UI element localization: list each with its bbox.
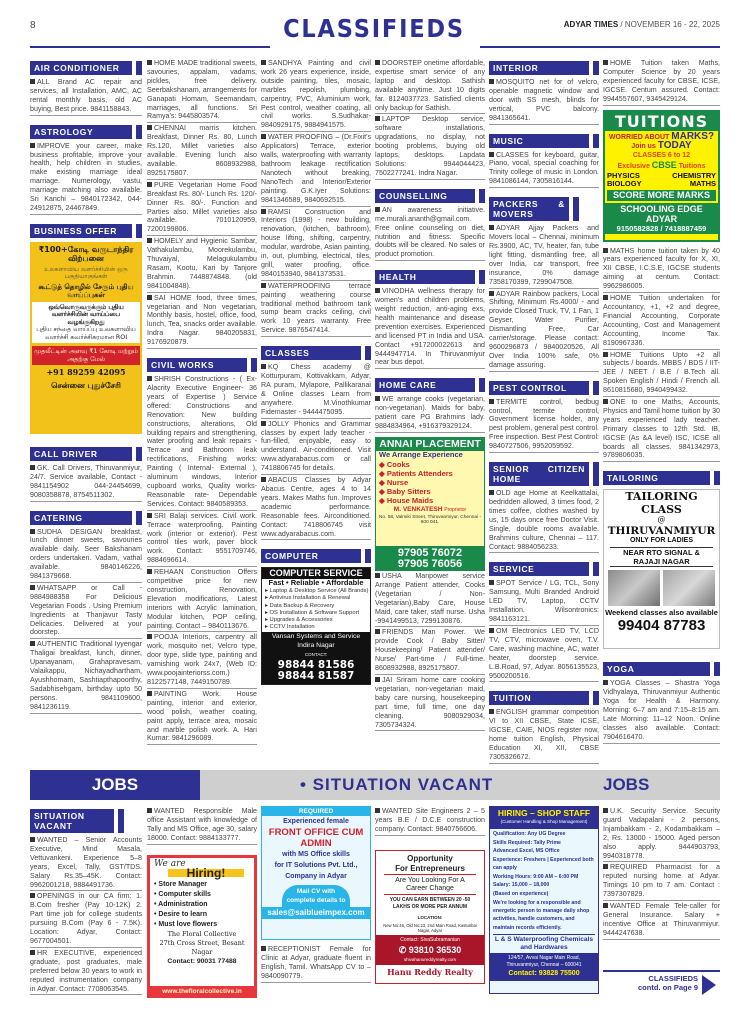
page-title: CLASSIFIEDS	[283, 14, 465, 43]
bullet-icon	[375, 629, 380, 634]
classified-ad	[261, 58, 371, 132]
section-business-offer: BUSINESS OFFER	[30, 224, 132, 238]
bullet-icon	[261, 283, 266, 288]
front-office-ad: REQUIRED Experienced female FRONT OFFICE CUM ADMIN with MS Office skills for IT Solutions Pvt. Ltd., Company in Adyar Mail CV with complete details to sales@saiblueimpex.com	[261, 806, 371, 940]
jobs-banner-left: JOBS	[30, 770, 200, 800]
floral-hiring-ad: We are Hiring! • Store Manager • Computer skills • Administration • Desire to learn • Must love flowers The Floral Collective 27th Cross Street, Besant Nagar Contact: 90031 77488	[147, 855, 257, 989]
page-number: 8	[30, 20, 36, 31]
ad-text: AUTHENTIC Traditional Iyyengar Thaligai breakfast, lunch, dinner, Upanayanam, Grahapravesam, Valaikappu, Nichayadhartham, Ayushhomam, Sashtiapthapoorthy, Sadabhisehgam, birthday upto 50 persons. 9841109600, 9841236119.	[30, 640, 142, 711]
ad-text: PAINTING Work. House painting, interior and exterior, wood polish, weather coating, paint apply, terrace area, mosaic and marble polish work. A. Hari Kumar: 9841296089.	[147, 689, 257, 743]
tailoring-ad: TAILORING CLASS @ THIRUVANMIYUR ONLY FOR LADIES NEAR RTO SIGNAL & RAJAJI NAGAR Weekend classes also available 99404 87783	[603, 489, 720, 649]
bullet-icon	[603, 352, 608, 357]
classified-ad	[147, 374, 257, 511]
jobs-column-1	[30, 806, 142, 995]
classified-ad	[489, 77, 599, 125]
ad-text: HOME Tuition taken Maths, Computer Science by 20 years experienced faculty for CBSE, ICSE, IGCSE. Centum assured. Contact: 9944557607, 9345429124.	[603, 59, 720, 103]
floral-job-item: • Computer skills	[154, 891, 211, 899]
annai-service-item: ◆ Nurse	[379, 477, 409, 487]
classified-ad	[603, 806, 720, 862]
bullet-icon	[375, 116, 380, 121]
bullet-icon	[603, 399, 608, 404]
hanu-reddy-logo: Hanu Reddy Realty	[387, 967, 473, 978]
classified-ad	[375, 627, 485, 675]
tuitions-ad: TUITIONS WORRIED ABOUT MARKS? Join us TODAY CLASSES 6 to 12 Exclusive CBSE Tuitions PHYSICS CHEMISTRY BIOLOGY MATHS SCORE MORE MARKS SCHOOLING EDGE ADYAR 9150582828 / 7418887459	[603, 110, 720, 242]
business-offer-ad: ₹100+கோடி வருடாந்திர விற்பனை உலகளாவிய வளர்ச்சியின் ஒரு பகுதியாகுங்கள் கூட்டுத் தொழில் சேரும் புதிய வாய்ப்புகள் ஒவ்வொருவருக்கும் புதிய வளர்ச்சியின் வாய்ப்பை வழங்குகிறது புதிய சந்தை வாய்ப்பு உலகளாவிய வளர்ச்சி கவர்ச்சிகரமான ROI முதலீட்டின் அளவு ₹1 கோடி மற்றும் அதற்கு மேல் +91 89259 42095 சென்னை புதுச்சேரி	[30, 242, 142, 434]
bullet-icon	[489, 79, 494, 84]
column-4	[375, 58, 485, 731]
ad-text: OPENINGS in our CA firm: 1. B.Com fresher (Pay 10-12K) 2. Part time job for college students pursuing B.Com (Pay 6 - 7.5K). Location: Adyar, Contact: 9677004501.	[30, 892, 142, 945]
column-3	[261, 58, 371, 689]
ad-text: WANTED Responsible Male office Assistant with knowledge of Tally and MS Office, age 30, salary 18000. Contact: 9884133777.	[147, 807, 257, 842]
bullet-icon	[30, 79, 35, 84]
classified-ad	[603, 901, 720, 940]
column-6	[603, 58, 720, 744]
bullet-icon	[603, 248, 608, 253]
bullet-icon	[147, 569, 152, 574]
bullet-icon	[603, 903, 608, 908]
annai-placement-ad: ANNAI PLACEMENT We Arrange Experience ◆ Cooks ◆ Patients Attenders ◆ Nurse ◆ Baby Sitters ◆ House Maids M. VENKATESH Proprietor No. 58, Valmiki Street, Thiruvanmiyur, Chennai - 600 041.	[375, 437, 485, 547]
classified-ad	[375, 58, 485, 114]
bullet-icon	[603, 680, 608, 685]
floral-job-item: • Must love flowers	[154, 921, 218, 929]
publication-name: ADYAR TIMES	[563, 20, 619, 29]
bullet-icon	[375, 573, 380, 578]
classified-ad	[489, 707, 599, 763]
annai-service-item: ◆ Patients Attenders	[379, 468, 453, 478]
bullet-icon	[261, 134, 266, 139]
section-air-conditioner: AIR CONDITIONER	[30, 61, 132, 75]
continued-notice[interactable]: CLASSIFIEDS contd. on Page 9	[603, 970, 720, 996]
ad-text: RAMSI Construction and Interiors (1998) - new building, renovation, (kitchen, bathroom), house lifting, shifting, carpentry, modular, wardrobe, Asian painting, in, out, plumbing, electrical, tiles, grill, water proofing, office. 9840153940, 9841373531.	[261, 207, 371, 278]
classified-ad	[489, 488, 599, 553]
bullet-icon	[261, 946, 266, 951]
ad-text: SANDHYA Painting and civil work 26 years experience, inside, outside painting, tiles, mosaic, marbles repolish, plumbing, carpentry, PVC, Aluminium work, Pest control, weather coating, all civil works. S.Sudhakar- 9840929175, 9884941575.	[261, 59, 371, 130]
ad-text: MATHS home tuition taken by 40 years experienced faculty for X, XI, XII CBSE, I.C.S.E, IGCSE students aiming at centum. Contact: 9962986005.	[603, 246, 720, 291]
classified-ad	[489, 397, 599, 453]
classified-ad	[30, 639, 142, 713]
jobs-column-3	[261, 806, 371, 983]
bullet-icon: •	[154, 911, 159, 919]
bullet-icon	[147, 295, 152, 300]
classified-ad	[489, 626, 599, 682]
ad-text: AN awareness initiative. me.murali.ananth@gmail.com. Free online counseling on diet, nutrition and fitness. Specific doubts will be cleared. No sales or product promotion.	[375, 205, 485, 259]
tailoring-photo	[608, 570, 660, 606]
ad-text: GK. Call Drivers, Thiruvanmiyur, 24/7. Service available, Contact - 9841154902 044-24454699, 9080358878, 8754511302.	[30, 463, 142, 499]
business-offer-phone: +91 89259 42095	[46, 367, 126, 378]
ad-text: HR EXECUTIVE, experienced graduate, post graduates, male preferred below 30 years to work in reputed instrumentation company in Adyar. Contact: 7708063545.	[30, 948, 142, 993]
ad-text: KQ Chess academy @ Kotturpuram, Kottivakkam, Adyar, RA puram, Mylapore, Pallikaranai & Online classes Learn from anywhere. M.Vinothkumar Fidemaster - 9444475095.	[261, 363, 371, 416]
header-rule-left	[30, 46, 270, 48]
bullet-icon	[30, 641, 35, 646]
ad-text: YOGA Classes – Shastra Yoga Vidhyalaya, Thiruvanmiyur Authentic Yoga for Health & Harmony. Morning: 6–7 am and 7:15–8:15 am. Late Morning: 11–12 Noon. Online classes also available. Contact: 7904616470.	[603, 679, 720, 741]
section-catering: CATERING	[30, 511, 132, 525]
jobs-column-4	[375, 806, 485, 988]
ad-text: JAI Sriram home care cooking vegetarian, non-vegetarian maid, baby care nursing, housekeeping part time, full time, one day cleaning. 9080929034, 7305734324.	[375, 675, 485, 729]
section-astrology: ASTROLOGY	[30, 125, 132, 139]
ad-text: CLASSES for keyboard, guitar, Piano, vocal, special coaching for Trinity college of music in London. 9841086144, 7305816144.	[489, 150, 599, 186]
bullet-icon	[603, 808, 608, 813]
bullet-icon	[261, 209, 266, 214]
classified-ad	[261, 132, 371, 206]
classified-ad	[489, 223, 599, 288]
computer-service-item: ▸ Upgrades & Accessories	[265, 617, 333, 624]
classified-ad	[30, 891, 142, 947]
classified-ad	[375, 675, 485, 731]
ad-text: WANTED – Senior Accounts Executive, Mind Masala, Vettuvankeni. Experience 5–8 years, Excel, Tally, GST/TDS. Salary Rs.35–45K. Contact: 9962001218, 9884491736.	[30, 836, 142, 889]
ad-text: ADYAR Rainbow packers, Local Shifting, Minimum Rs.4000/ - and provide Closed Truck, TV, 1 Fan, 1 Geyser, Water Purifier, Dismantling Free, Car carrier/storage. Please contact: 9600296873 / 9840020526, All Over India 100% safe, 0% damage assuring.	[489, 289, 599, 369]
ad-text: HOMELY and Hygienic Sambar, Vathakulambu, Moorekulambu, Thuvaiyal, Melagukulambu Rasam, Kootu, Kari by Tanjore Brahmin. 7448874848. (old 9841004848).	[147, 237, 257, 290]
ad-text: ABACUS Classes by Adyar Abacus Centre, ages 4 to 14 years. Makes Maths fun. Improves academic performance. Reasonable fees. Airconditioned. Contact: 7418806745 visit www.adyarabacus.com.	[261, 476, 371, 538]
classified-ad	[147, 123, 257, 179]
bullet-icon	[147, 691, 152, 696]
shop-staff-ad: HIRING – SHOP STAFF (Customer Handling & Shop Management) Qualification: Any UG Degree Skills Required: Tally Prime Advanced Excel, MS Office Experience: Freshers | Experienced both can apply Working Hours: 9:00 AM – 6:00 PM Salary: 15,000 – 18,000 (Based on experience) We're looking for a responsible and energetic person to manage daily shop activities, handle customers, and maintain records efficiently. L & S Waterproofing Chemicals and Hardwares 124/57, Avvai Nagar Main Road, Thiruvanmiyur, Chennai – 600041 Contact: 93828 75500	[489, 806, 599, 994]
bullet-icon	[261, 60, 266, 65]
bullet-icon	[489, 152, 494, 157]
ad-text: WATERPROOFING terrace painting weathering course traditional method bathroom tank sump beam cracks ceiling, civil work 10 years warranty. Free Service. 9876547414.	[261, 281, 371, 335]
bullet-icon	[375, 677, 380, 682]
classified-ad	[603, 397, 720, 462]
section-music: MUSIC	[489, 134, 589, 148]
computer-phone-1: 98844 81586	[277, 659, 355, 672]
classified-ad	[603, 350, 720, 398]
ad-text: REHAAN Construction Offers competitive price for new construction, Renovation, Elevation modifications, Latest interiors with Acrylic lamination, Modular kitchen, POP ceiling, painting. Contact – 9840113676.	[147, 568, 257, 630]
ad-text: PURE Vegetarian Home Food Breakfast Rs. 80/- Lunch Rs. 120/- Dinner Rs. 80/-. Function and Parties also. Millet varieties also available. 7010120959, 7200199806.	[147, 180, 257, 234]
section-computer: COMPUTER	[261, 549, 361, 563]
ad-text: WATER PROOFING – (Dr.Fixit's Applicators) Terrace, exterior walls, waterproofing with warranty bathroom leakage rectification Nanotech without breaking, NanoTech and Interior/Exterior painting. G.K.Iyer Solutions: 9841346589, 9840692515.	[261, 133, 371, 204]
bullet-icon: ◆	[379, 495, 387, 505]
ad-text: REQUIRED Pharmacist for a reputed nursing home at Adyar. Timings 10 pm to 7 am. Contact : 7397307829.	[603, 863, 720, 899]
bullet-icon: ▸	[265, 595, 270, 602]
ad-text: RECEPTIONIST Female for Clinic at Adyar, graduate fluent in English, Tamil. WhatsApp CV to – 9840090779.	[261, 945, 371, 980]
bullet-icon: •	[154, 881, 159, 889]
bullet-icon	[147, 182, 152, 187]
ad-text: ONE to one Maths, Accounts, Physics and Tamil home tuition by 30 years experienced lady teacher. Primary classes to 12th Std. IB, IGCSE (As &A level) ISC, ICSE all boards all classes. 9841342973, 9789806035.	[603, 398, 720, 460]
bullet-icon	[147, 376, 152, 381]
bullet-icon	[375, 396, 380, 401]
column-5	[489, 58, 599, 764]
ad-text: ADYAR Ajjay Packers and Movers local – Chennai, minimum Rs.3900, AC, TV, heater, fan, tube light fitting, dismantling free, all over India, car transport, free insurance, 0% damage 7358170399, 7299047508.	[489, 224, 599, 286]
annai-service-item: ◆ Baby Sitters	[379, 486, 431, 496]
jobs-column-6	[603, 806, 720, 996]
annai-service-item: ◆ House Maids	[379, 495, 434, 505]
classified-ad	[603, 678, 720, 743]
classified-ad	[261, 419, 371, 475]
bullet-icon	[375, 288, 380, 293]
column-2	[147, 58, 257, 745]
classified-ad	[147, 236, 257, 292]
bullet-icon	[489, 291, 494, 296]
ad-text: OLD age Home at Keelkattalai, bedridden allowed, 3 times food, 2 times coffee, clothes washed by us, 15 days once free Doctor Visit. Single, double rooms available. Brahmins culture, Chennai – 117. Contact: 9884056233.	[489, 489, 599, 551]
computer-service-item: ▸ OS Installation & Software Support	[265, 609, 360, 616]
ad-text: HOME Tuitions Upto +2 all subjects / boards. MBBS / BDS / IIT-JEE / NEET / B.E / B.Tech all. Spoken English / Hindi / French all. 8610815680, 9940499432.	[603, 350, 720, 395]
floral-job-item: • Desire to learn	[154, 911, 208, 919]
classified-ad	[147, 632, 257, 688]
bullet-icon: •	[154, 891, 159, 899]
ad-text: ALL Brand AC repair and services, all Installation, AMC, AC rental monthly basis, old AC buying, Best price. 9841158843.	[30, 78, 142, 113]
classified-ad	[147, 567, 257, 632]
section-tuition: TUITION	[489, 691, 589, 705]
floral-job-item: • Store Manager	[154, 881, 208, 889]
bullet-icon	[30, 529, 35, 534]
bullet-icon	[147, 808, 152, 813]
ad-text: WANTED Site Engineers 2 – 5 years B.E / D.C.E construction company. Contact: 9840756606.	[375, 807, 485, 833]
section-situation-vacant: SITUATION VACANT	[30, 809, 114, 833]
publication-dateline	[564, 20, 720, 29]
bullet-icon	[30, 465, 35, 470]
shop-staff-phone: Contact: 93828 75500	[490, 970, 598, 981]
ad-text: HOME Tuition undertaken for Accountancy, +1, +2 and degree, Financial Accounting, Corporate Accounting, Cost and Management Accounting, Income Tax. 8190967336.	[603, 294, 720, 347]
classified-ad	[603, 58, 720, 106]
computer-service-item: ▸ CCTV Installation	[265, 624, 315, 631]
ad-text: TERMITE control, bedbug control, termite control, Government license holder, any pest problem, general pest control. Free inspection. Best Pest Control: 9840727506, 9952059592.	[489, 397, 599, 451]
bullet-icon	[147, 513, 152, 518]
bullet-icon: •	[154, 921, 159, 929]
bullet-icon	[30, 950, 35, 955]
opportunity-ad: Opportunity For Entrepreneurs Are You Looking For A Career Change YOU CAN EARN BETWEEN 20 -50 LAKHS OR MORE PER ANNUM LOCATION: New No:46, Old No:23, 2nd Main Road, Kasturibai Nagar, Adyar Contact: SivaSubramanian ✆ 93810 36530 shivahanureddyrealty.com Hanu Reddy Realty	[375, 850, 485, 984]
jobs-banner-middle: • SITUATION VACANT	[300, 775, 494, 794]
classified-ad	[30, 583, 142, 639]
bullet-icon: ◆	[379, 477, 387, 487]
bullet-icon	[375, 60, 380, 65]
ad-text: SAI HOME food, three times, vegetarian and Non vegetarian, Monthly basis, hostel, office, food, lunch, Tea, snacks order available. Indra Nagar. 9840205831, 9176920879.	[147, 293, 257, 347]
classified-ad	[489, 578, 599, 626]
bullet-icon	[489, 580, 494, 585]
header-rule-right	[480, 46, 720, 48]
bullet-icon	[489, 490, 494, 495]
classified-ad	[261, 362, 371, 418]
bullet-icon	[603, 295, 608, 300]
classified-ad	[147, 511, 257, 567]
ad-text: FRIENDS Man Power. We provide Cook / Baby Sitter/ Housekeeping/ Patient attender/ Nurse/ Part-time / Full-time. 8608932988, 8925175807.	[375, 628, 485, 673]
classified-ad	[603, 293, 720, 349]
ad-text: WE arrange cooks (vegetarian, non-vegetarian). Maids for baby, patient care PG Brahmins lady. 9884834964, +916379329124.	[375, 395, 485, 431]
bullet-icon	[147, 125, 152, 130]
bullet-icon	[375, 207, 380, 212]
bullet-icon	[30, 837, 35, 842]
bullet-icon	[261, 364, 266, 369]
classified-ad	[489, 289, 599, 372]
bullet-icon	[489, 225, 494, 230]
classified-ad	[147, 180, 257, 236]
classified-ad	[375, 114, 485, 179]
section-tailoring: TAILORING	[603, 471, 710, 485]
classified-ad	[147, 293, 257, 349]
ad-text: SHRISH Constructions - ( Ex-Alacrity Executive Engineer- 36 years of Expertise ) Service offered: Constructions and Renovation: New building constructions, alterations, Old building repairs and strengthening, water proofing and leak repairs - Terrace and Bathroom leak rectifications, Finishing works: Painting ( Internal- External ), aluminum windows, Interior cupboard works, Quality works- Reasonable rate- Dependable Services. Contact: 9840589353.	[147, 375, 257, 508]
classified-ad	[30, 77, 142, 116]
issue-date: / NOVEMBER 16 - 22, 2025	[618, 20, 720, 29]
ad-text: SPOT Service / LG, TCL, Sony Samsung, Multi Branded Android LED TV, Laptop, CCTV Installation. Wilsontronics: 9841163121.	[489, 579, 599, 624]
ad-text: VINODHA wellness therapy for women's and children problems, weight reduction, anti-aging exs, health maintenance and disease prevention exercises. Experienced and licensed PT in India and USA. Contact +917200022613 and 9444947714. In Thiruvanmiyur near bus depot.	[375, 287, 485, 367]
section-home-care: HOME CARE	[375, 378, 475, 392]
annai-phones: 97905 76072 97905 76056	[375, 547, 485, 571]
classified-ad	[147, 806, 257, 845]
opportunity-phone: ✆ 93810 36530	[398, 944, 462, 955]
section-packers-movers: PACKERS & MOVERS	[489, 197, 569, 221]
arrow-right-icon	[702, 975, 716, 995]
bullet-icon: ▸	[265, 602, 270, 609]
classified-ad	[261, 475, 371, 540]
classified-ad	[261, 281, 371, 337]
ad-text: POOJA Interiors, carpentry all work, mosquito net, Velcro type, door type, slide type, painting and varnishing work 24x7, (Web ID: www.poojainteriorss.com.) 8122577148, 7449150789.	[147, 633, 257, 686]
column-1	[30, 58, 142, 714]
classified-ad	[30, 527, 142, 583]
jobs-banner	[30, 770, 720, 800]
bullet-icon: ◆	[379, 459, 387, 469]
bullet-icon	[261, 477, 266, 482]
classified-ad	[489, 150, 599, 189]
classified-ad	[261, 944, 371, 983]
bullet-icon	[147, 238, 152, 243]
classified-ad	[147, 689, 257, 745]
bullet-icon	[603, 60, 608, 65]
ad-text: JOLLY Phonics and Grammar classes by expert lady teacher - fun-filled, enjoyable, easy to understand. Air-conditioned. Visit www.adyarabacus.com or call 7418806745 for details.	[261, 419, 371, 473]
computer-phone-2: 98844 81587	[277, 670, 355, 683]
jobs-column-5	[489, 806, 599, 998]
classified-ad	[261, 207, 371, 281]
bullet-icon	[375, 808, 380, 813]
bullet-icon	[30, 585, 35, 590]
ad-text: WHATSAPP or Call - 9884988358 For Delicious Vegetarian Foods . Using Premium Ingredients at Thanjavur Tasty Delicacies. Delivered at your doorstep.	[30, 583, 142, 637]
bullet-icon	[147, 634, 152, 639]
section-call-driver: CALL DRIVER	[30, 447, 132, 461]
bullet-icon: ▸	[265, 624, 270, 631]
bullet-icon: ▸	[265, 617, 270, 624]
section-interior: INTERIOR	[489, 61, 589, 75]
ad-text: MOSQUITO net for of velcro, openable magnetic window and door with SS mesh, blinds for vertical, PVC balcony. 9841365641.	[489, 78, 599, 122]
bullet-icon: •	[154, 901, 159, 909]
bullet-icon	[603, 864, 608, 869]
classified-ad	[603, 862, 720, 901]
classified-ad	[375, 286, 485, 369]
ad-text: CHENNAI marris kitchen. Breakfast, Dinner Rs. 80, Lunch Rs.120, Millet varieties also available. Evening lunch also available. 8608932988, 8925175807.	[147, 124, 257, 177]
bullet-icon: ◆	[379, 486, 387, 496]
bullet-icon: ▸	[265, 609, 270, 616]
computer-service-item: ▸ Data Backup & Recovery	[265, 602, 335, 609]
section-service: SERVICE	[489, 562, 589, 576]
bullet-icon	[30, 893, 35, 898]
ad-text: WANTED Female Tele-caller for General Insurance. Salary + incentive Office at Thiruvanmiyur. 9444247638.	[603, 902, 720, 937]
ad-text: OM Electronics LED TV, LCD TV, CTV, microwave oven, T.V. Care, washing machine, AC, water heater, doorstep service. L.B.Road, 97, Adyar. 8056135523, 9500200516.	[489, 626, 599, 680]
classified-ad	[30, 141, 142, 215]
jobs-column-2: WANTED Responsible Male office Assistant with knowledge of Tally and MS Office, age 30, salary 18000. Contact: 9884133777. We are Hiring! • Store Manager • Computer skills • Administration • Desire to learn • Must love flowers The Floral Collective 27th Cross Street, Besant Nagar Contact: 90031 77488 www.thefloralcollective.in	[147, 806, 257, 998]
ad-text: U.K. Security Service. Security guard Vadapalani - 2 persons, Injambakkam - 2, Kodambakkam – 2, Rs. 13000 - 15000. Aged person also apply. 9444903793, 9940318778.	[603, 807, 720, 860]
classified-ad	[30, 948, 142, 996]
section-counselling: COUNSELLING	[375, 189, 475, 203]
floral-job-item: • Administration	[154, 901, 208, 909]
ad-text: ENGLISH grammar competition VI to XII CBSE, State ICSE, IGCSE, CAIE, NIOS register now, home tuition English, Physical Education XI, XII, CBSE 7305326672.	[489, 708, 599, 761]
computer-service-item: ▸ Antivirus Installation & Renewal	[265, 595, 351, 602]
classified-ad	[603, 246, 720, 294]
ad-text: USHA Manpower service Arrange Patient attender, Cooks (Vegetarian / Non-Vegetarian),Baby Care, House Maid, care taker, staff nurse. Usha -9941499513, 7299130876.	[375, 572, 485, 625]
bullet-icon	[489, 399, 494, 404]
section-health: HEALTH	[375, 270, 475, 284]
tailoring-photos	[604, 568, 719, 608]
ad-text: IMPROVE your career, make business profitable, improve your health, help children in studies, make existing marriage ideal marriage. Numerology, vastu, marriage matching also available. Sri Kanchi – 9840172342, 044-24912875, 24467849.	[30, 141, 142, 212]
section-civil-works: CIVIL WORKS	[147, 358, 247, 372]
classified-ad	[375, 205, 485, 261]
classified-ad	[30, 835, 142, 891]
annai-service-item: ◆ Cooks	[379, 459, 410, 469]
jobs-banner-right: JOBS	[603, 775, 650, 794]
ad-text: SRI Balaji services. Civil work. Terrace waterproofing. Painting work (interior or exterior). Pest control tiles work, paver block work. Contact: 9551709746, 9884696614.	[147, 511, 257, 565]
bullet-icon	[147, 60, 152, 65]
bullet-icon	[489, 628, 494, 633]
classified-ad	[30, 463, 142, 502]
tailoring-photo	[663, 570, 715, 606]
section-classes: CLASSES	[261, 346, 361, 360]
ad-text: SUDHA DESIGAN breakfast, lunch dinner sweets, savouries available daily. Seer Bakshanam orders undertaken. Vadam, vathal available. 9840146226, 9841379668.	[30, 527, 142, 581]
section-pest-control: PEST CONTROL	[489, 381, 589, 395]
front-office-email: sales@saiblueimpex.com	[262, 907, 370, 919]
classified-ad	[375, 806, 485, 836]
page-header	[30, 14, 720, 52]
section-yoga: YOGA	[603, 662, 710, 676]
bullet-icon	[30, 143, 35, 148]
computer-service-item: ▸ Laptop & Desktop Service (All Brands)	[265, 588, 369, 595]
bullet-icon	[261, 421, 266, 426]
classified-ad	[147, 58, 257, 123]
ad-text: LAPTOP Desktop service, software installations, upgradations, no display, not booting problems, buying old laptops, desktops. Lapdata Solutions: 9944044423, 7502277241. Indra Nagar.	[375, 115, 485, 177]
classified-ad	[375, 394, 485, 433]
computer-service-ad: COMPUTER SERVICE Fast • Reliable • Affordable ▸ Laptop & Desktop Service (All Brands) ▸ Antivirus Installation & Renewal ▸ Data Backup & Recovery ▸ OS Installation & Software Support ▸ Upgrades & Accessories ▸ CCTV Installation Vansan Systems and Service Indira Nagar CONTACT: 98844 81586 98844 81587	[261, 567, 371, 685]
bullet-icon: ◆	[379, 468, 387, 478]
ad-text: HOME MADE traditional sweets, savouries, appalam, vadams, pickles, free delivery. Seerbakshanam, arrangements for Ganapati Homam, Seemandam, marriages, all functions. Sri Ramya's: 9445803574.	[147, 59, 257, 121]
classified-ad	[375, 571, 485, 627]
tailoring-phone: 99404 87783	[617, 617, 706, 635]
section-senior-citizen-home: SENIOR CITIZEN HOME	[489, 462, 589, 486]
bullet-icon	[489, 709, 494, 714]
ad-text: DOORSTEP onetime affordable, expertise smart service of any laptop and desktop. Sathish available anytime. Just 10 digits far. 8124037723. Satisfied clients only backup for Sathish.	[375, 59, 485, 112]
bullet-icon: ▸	[265, 588, 270, 595]
